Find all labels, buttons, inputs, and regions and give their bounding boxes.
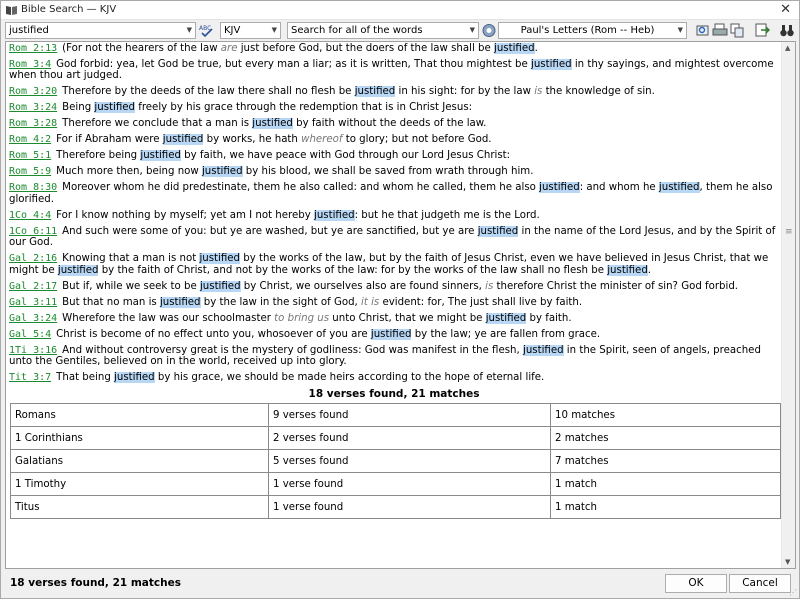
book-name-cell: 1 Timothy	[11, 473, 269, 496]
bible-app-icon	[5, 4, 18, 16]
cancel-button[interactable]: Cancel	[729, 574, 791, 593]
verse-count-cell: 1 verse found	[269, 496, 551, 519]
verse-result	[9, 372, 779, 383]
verse-reference-link[interactable]: Rom 8:30	[9, 182, 58, 194]
title-bar	[1, 1, 799, 20]
verse-text: (For not the hearers of the law	[62, 43, 221, 54]
verse-text: For if Abraham were	[56, 134, 163, 146]
verse-text: Much more then, being now	[56, 166, 202, 178]
verse-text: Being	[62, 102, 95, 114]
verse-reference-link[interactable]: 1Co 6:11	[9, 225, 58, 237]
verse-text: by the law; ye are fallen from grace.	[411, 328, 601, 340]
verse-text: Wherefore the law was our schoolmaster	[62, 312, 275, 324]
summary-row	[11, 473, 781, 496]
match-highlight: justified	[522, 344, 564, 356]
scroll-up-icon[interactable]: ▲	[785, 44, 791, 52]
version-select[interactable]	[220, 22, 281, 39]
verse-reference-link[interactable]: Gal 2:17	[9, 280, 58, 292]
print-icon[interactable]	[712, 23, 728, 38]
match-highlight: justified	[658, 182, 700, 194]
match-highlight: justified	[114, 372, 155, 384]
verse-reference-link[interactable]: Gal 3:11	[9, 296, 58, 308]
close-icon[interactable]: ✕	[780, 2, 791, 17]
verse-text: by the law in the sight of God,	[200, 296, 362, 308]
verse-text: That being	[56, 372, 115, 384]
verse-text: : but he that judgeth me is the Lord.	[354, 209, 540, 221]
match-count-cell: 1 match	[551, 473, 781, 496]
verse-text: just before God, but the doers of the law shall be	[237, 43, 494, 54]
verse-count-cell: 9 verses found	[269, 404, 551, 427]
verse-result	[9, 345, 779, 368]
match-highlight: justified	[477, 225, 519, 237]
verse-text: Therefore we conclude that a man is	[62, 118, 253, 130]
verse-results-list	[9, 43, 779, 383]
verse-result	[9, 166, 779, 177]
verse-reference-link[interactable]: Tit 3:7	[9, 372, 52, 384]
match-highlight: justified	[485, 312, 527, 324]
verse-text: in his sight: for by the law	[395, 86, 535, 98]
verse-text: by Christ, we ourselves also are found sinners,	[240, 280, 486, 292]
search-mode-value: Search for all of the words	[291, 25, 423, 36]
book-name-cell: Galatians	[11, 450, 269, 473]
verse-text: And such were some of you: but ye are washed, but ye are sanctified, but ye are	[62, 225, 478, 237]
range-select[interactable]	[498, 22, 687, 39]
verse-text: in the Spirit, seen of angels, preached unto the Gentiles, believed on in the world, received up into glory.	[9, 344, 761, 368]
match-highlight: justified	[199, 280, 241, 292]
ok-button[interactable]: OK	[665, 574, 727, 593]
status-text: 18 verses found, 21 matches	[10, 577, 181, 589]
verse-text: therefore Christ the minister of sin? God forbid.	[493, 280, 739, 292]
match-highlight: justified	[494, 43, 535, 54]
book-name-cell: 1 Corinthians	[11, 427, 269, 450]
search-input-value: justified	[9, 25, 49, 36]
gear-icon[interactable]	[481, 23, 497, 38]
chevron-down-icon[interactable]: ▼	[677, 26, 683, 34]
summary-row	[11, 496, 781, 519]
verse-reference-link[interactable]: Rom 5:9	[9, 166, 52, 178]
summary-row	[11, 427, 781, 450]
verse-result	[9, 281, 779, 292]
verse-result	[9, 313, 779, 324]
verse-result	[9, 329, 779, 340]
italic-text: to bring us	[274, 312, 330, 324]
verse-reference-link[interactable]: Rom 2:13	[9, 43, 58, 54]
verse-text: Therefore being	[56, 150, 141, 162]
verse-text: in thy sayings, and mightest overcome when thou art judged.	[9, 59, 774, 82]
italic-text: is	[485, 280, 494, 292]
match-highlight: justified	[531, 59, 572, 70]
verse-result	[9, 210, 779, 221]
match-highlight: justified	[370, 328, 412, 340]
verse-reference-link[interactable]: Rom 3:20	[9, 86, 58, 98]
verse-result	[9, 150, 779, 161]
summary-table	[10, 403, 781, 519]
verse-reference-link[interactable]: Rom 3:24	[9, 102, 58, 114]
match-count-cell: 2 matches	[551, 427, 781, 450]
verse-text: For I know nothing by myself; yet am I not hereby	[56, 209, 314, 221]
verse-text: Knowing that a man is not	[62, 253, 200, 265]
verse-text: : and whom he	[579, 182, 659, 194]
verse-text: in the name of the Lord Jesus, and by the Spirit of our God.	[9, 225, 776, 249]
search-input[interactable]	[5, 22, 196, 39]
summary-row	[11, 450, 781, 473]
verse-text: But if, while we seek to be	[62, 280, 200, 292]
verse-text: Christ is become of no effect unto you, whosoever of you are	[56, 328, 371, 340]
verse-text: freely by his grace through the redemption that is in Christ Jesus:	[135, 102, 473, 114]
verse-count-cell: 2 verses found	[269, 427, 551, 450]
verse-reference-link[interactable]: Rom 3:4	[9, 59, 52, 70]
summary-row	[11, 404, 781, 427]
match-count-cell: 10 matches	[551, 404, 781, 427]
italic-text: is	[534, 86, 543, 98]
verse-text: Therefore by the deeds of the law there shall no flesh be	[62, 86, 355, 98]
verse-text: by his grace, we should be made heirs according to the hope of eternal life.	[154, 372, 545, 384]
verse-reference-link[interactable]: Rom 3:28	[9, 118, 58, 130]
match-highlight: justified	[162, 134, 204, 146]
resize-grip-icon[interactable]: ⋰	[789, 588, 797, 597]
verse-text: God forbid: yea, let God be true, but every man a liar; as it is written, That thou mightest be	[56, 59, 532, 70]
verse-count-cell: 5 verses found	[269, 450, 551, 473]
verse-reference-link[interactable]: Gal 2:16	[9, 253, 58, 265]
chevron-down-icon[interactable]: ▼	[186, 26, 192, 34]
verse-text: by works, he hath	[203, 134, 302, 146]
match-highlight: justified	[314, 209, 355, 221]
search-window-icon[interactable]	[695, 23, 711, 38]
verse-reference-link[interactable]: Gal 5:4	[9, 328, 52, 340]
vertical-scrollbar[interactable]	[781, 42, 795, 568]
verse-text: .	[647, 264, 652, 276]
export-icon[interactable]	[754, 23, 770, 38]
verse-text: unto Christ, that we might be	[329, 312, 486, 324]
verse-result	[9, 102, 779, 113]
match-highlight: justified	[539, 182, 580, 194]
chevron-down-icon[interactable]: ▼	[271, 26, 277, 34]
chevron-down-icon[interactable]: ▼	[469, 26, 475, 34]
match-highlight: justified	[159, 296, 201, 308]
verse-reference-link[interactable]: 1Co 4:4	[9, 209, 52, 221]
match-highlight: justified	[607, 264, 648, 276]
verse-text: , them he also glorified.	[9, 182, 773, 205]
verse-result	[9, 297, 779, 308]
results-scroll-area[interactable]	[6, 42, 782, 568]
version-select-value: KJV	[224, 25, 241, 36]
match-highlight: justified	[252, 118, 293, 130]
status-bar	[1, 569, 799, 598]
verse-count-cell: 1 verse found	[269, 473, 551, 496]
italic-text: it is	[361, 296, 380, 308]
italic-text: are	[220, 43, 238, 54]
verse-text: Moreover whom he did predestinate, them he also called: and whom he called, them he also	[62, 182, 540, 194]
match-highlight: justified	[57, 264, 99, 276]
match-highlight: justified	[140, 150, 181, 162]
verse-text: evident: for, The just shall live by faith.	[379, 296, 583, 308]
spell-check-icon[interactable]	[198, 23, 214, 38]
book-name-cell: Titus	[11, 496, 269, 519]
window-title: Bible Search — KJV	[21, 4, 117, 15]
copy-icon[interactable]	[729, 23, 745, 38]
verse-reference-link[interactable]: Gal 3:24	[9, 312, 58, 324]
match-highlight: justified	[94, 102, 135, 114]
verse-text: by his blood, we shall be saved from wrath through him.	[242, 166, 534, 178]
verse-text: .	[534, 43, 538, 54]
verse-reference-link[interactable]: 1Ti 3:16	[9, 344, 58, 356]
verse-text: by faith without the deeds of the law.	[292, 118, 487, 130]
binoculars-icon[interactable]	[779, 23, 795, 38]
verse-reference-link[interactable]: Rom 5:1	[9, 150, 52, 162]
scroll-down-icon[interactable]: ▼	[785, 558, 791, 566]
verse-result	[9, 134, 779, 145]
scroll-grip-icon[interactable]: ≡	[785, 227, 793, 237]
range-select-value: Paul's Letters (Rom -- Heb)	[520, 25, 655, 36]
verse-text: to glory; but not before God.	[342, 134, 492, 146]
verse-result	[9, 118, 779, 129]
search-toolbar	[1, 20, 799, 41]
results-panel	[5, 41, 796, 569]
verse-result	[9, 253, 779, 276]
svg-text:ABC: ABC	[199, 25, 212, 32]
verse-reference-link[interactable]: Rom 4:2	[9, 134, 52, 146]
verse-text: And without controversy great is the mystery of godliness: God was manifest in the flesh,	[62, 344, 523, 356]
match-count-cell: 1 match	[551, 496, 781, 519]
verse-text: by faith.	[526, 312, 572, 324]
match-count-cell: 7 matches	[551, 450, 781, 473]
match-highlight: justified	[201, 166, 243, 178]
verse-text: by the works of the law, but by the faith of Jesus Christ, even we have believed in Jesus Christ, that we might be	[9, 253, 769, 276]
verse-text: the knowledge of sin.	[542, 86, 655, 98]
verse-result	[9, 182, 779, 205]
verse-text: But that no man is	[62, 296, 160, 308]
search-mode-select[interactable]	[287, 22, 479, 39]
summary-title: 18 verses found, 21 matches	[308, 388, 480, 401]
verse-result	[9, 86, 779, 97]
verse-result	[9, 59, 779, 82]
verse-result	[9, 226, 779, 249]
verse-result	[9, 43, 779, 54]
match-highlight: justified	[199, 253, 241, 265]
italic-text: whereof	[301, 134, 343, 146]
match-highlight: justified	[354, 86, 396, 98]
book-name-cell: Romans	[11, 404, 269, 427]
verse-text: by the faith of Christ, and not by the works of the law: for by the works of the law shall no flesh be	[98, 264, 608, 276]
verse-text: by faith, we have peace with God through our Lord Jesus Christ:	[180, 150, 511, 162]
